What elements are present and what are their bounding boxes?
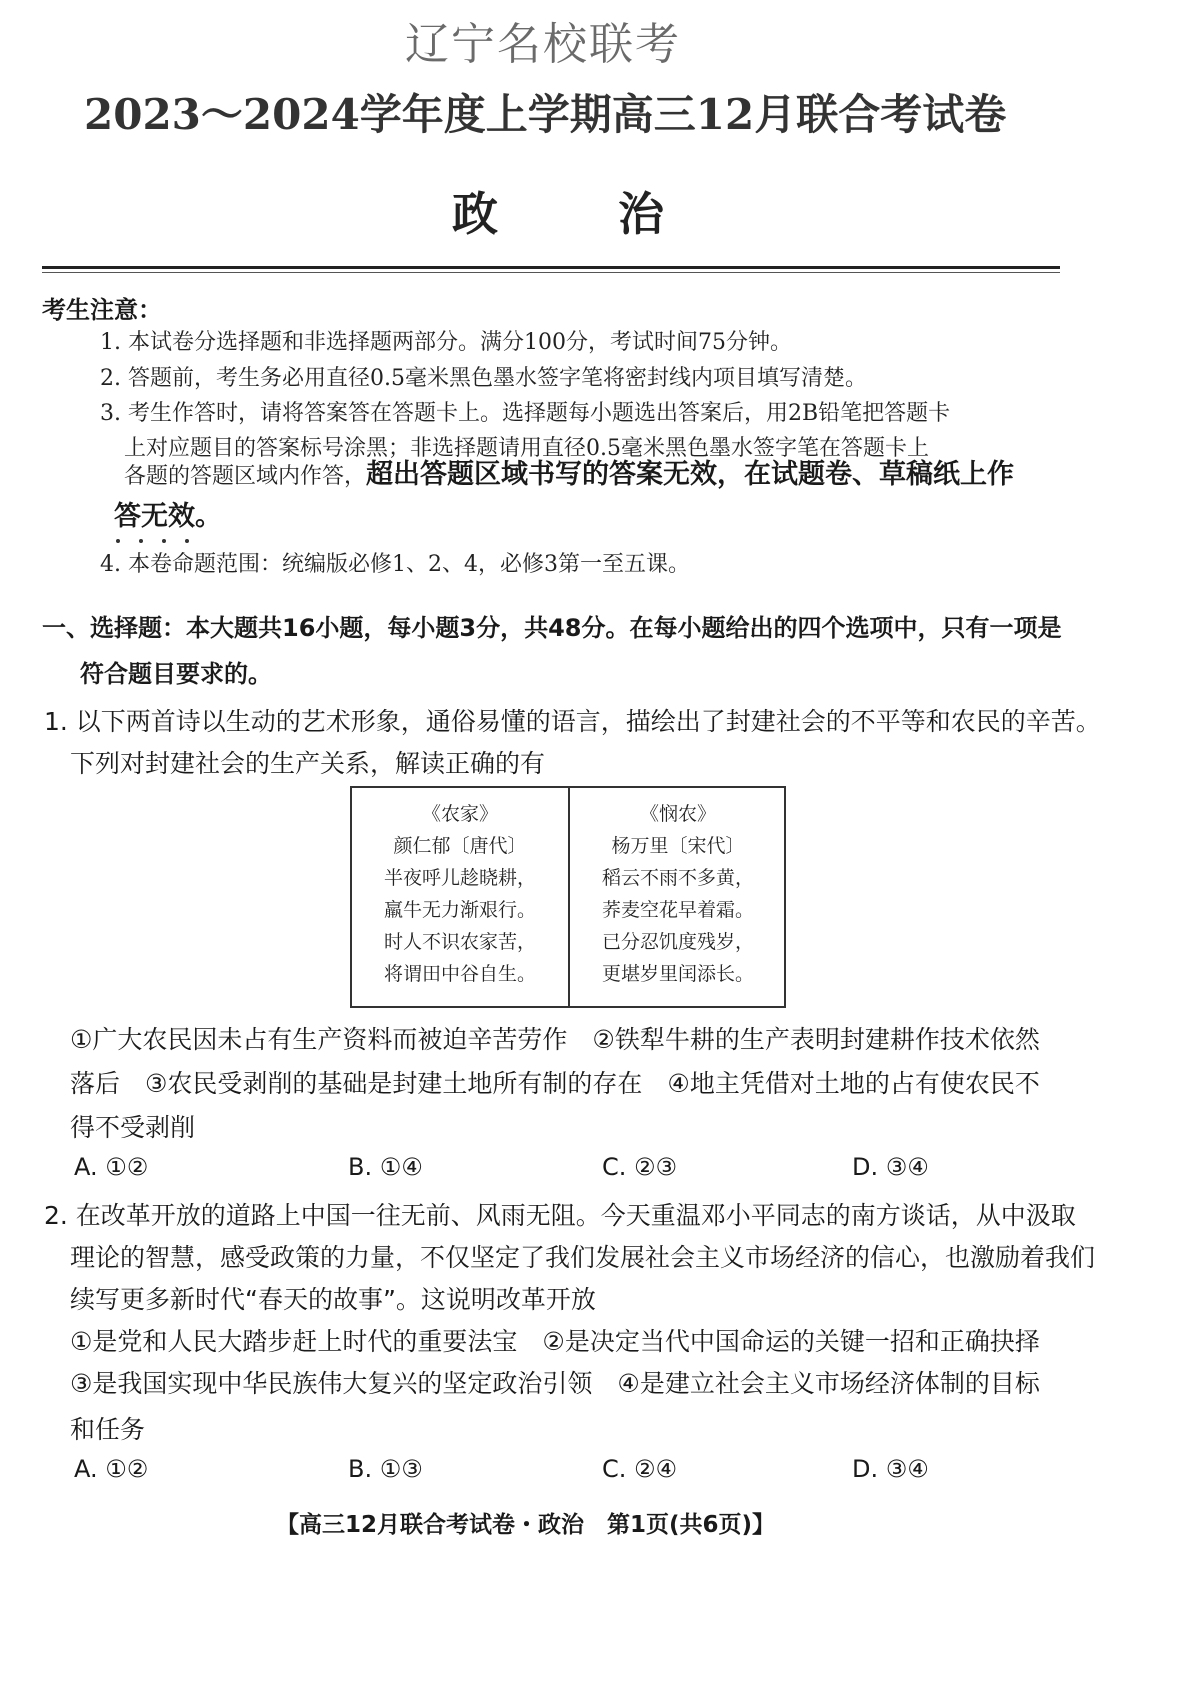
note-3-line2: 上对应题目的答案标号涂黑；非选择题请用直径0.5毫米黑色墨水签字笔在答题卡上: [124, 436, 929, 461]
q1-items-line3: 得不受剥削: [70, 1113, 196, 1142]
q2-option-c: C. ②④: [602, 1455, 678, 1483]
subject-title: 政治: [452, 187, 784, 241]
poem-minnong: [570, 788, 786, 1006]
exam-title: 2023～2024学年度上学期高三12月联合考试卷: [84, 90, 1007, 139]
poem-author: 杨万里〔宋代〕: [611, 835, 745, 857]
poem-line: 稻云不雨不多黄，: [601, 867, 754, 889]
poem-line: 荞麦空花早着霜。: [601, 899, 754, 921]
q1-option-d: D. ③④: [852, 1153, 929, 1181]
poem-table: [350, 786, 786, 1008]
poem-line: 时人不识农家苦，: [383, 931, 536, 953]
q1-stem-line1: 1. 以下两首诗以生动的艺术形象，通俗易懂的语言，描绘出了封建社会的不平等和农民的辛苦。: [44, 707, 1101, 736]
header-rule-thin: [42, 272, 1060, 273]
poem-line: 半夜呼儿趁晓耕，: [383, 867, 536, 889]
poem-line: 更堪岁里闰添长。: [601, 963, 754, 985]
poem-line: 已分忍饥度残岁，: [601, 931, 754, 953]
poem-nongjia: [352, 788, 570, 1006]
q1-option-a: A. ①②: [74, 1153, 149, 1181]
q2-option-d: D. ③④: [852, 1455, 929, 1483]
poem-title: 《农家》: [421, 803, 498, 825]
q2-option-b: B. ①③: [348, 1455, 423, 1483]
section-heading-line1: 一、选择题：本大题共16小题，每小题3分，共48分。在每小题给出的四个选项中，只有一项是: [42, 614, 1062, 642]
note-4: 4. 本卷命题范围：统编版必修1、2、4，必修3第一至五课。: [100, 552, 690, 577]
note-1: 1. 本试卷分选择题和非选择题两部分。满分100分，考试时间75分钟。: [100, 330, 792, 355]
poem-line: 羸牛无力渐艰行。: [383, 899, 536, 921]
note-2: 2. 答题前，考生务必用直径0.5毫米黑色墨水签字笔将密封线内项目填写清楚。: [100, 366, 867, 391]
section-heading-line2: 符合题目要求的。: [80, 660, 272, 688]
note-3-line3-emphasis: 超出答题区域书写的答案无效，在试题卷、草稿纸上作: [366, 459, 1015, 490]
note-3-line1: 3. 考生作答时，请将答案答在答题卡上。选择题每小题选出答案后，用2B铅笔把答题卡: [100, 401, 951, 426]
note-3-line4: 答无效。: [114, 501, 222, 532]
q2-items-line2: ③是我国实现中华民族伟大复兴的坚定政治引领 ④是建立社会主义市场经济体制的目标: [70, 1369, 1040, 1398]
q2-items-line3: 和任务: [70, 1415, 146, 1444]
notes-title: 考生注意：: [42, 296, 162, 324]
q1-items-line2: 落后 ③农民受剥削的基础是封建土地所有制的存在 ④地主凭借对土地的占有使农民不: [70, 1069, 1040, 1098]
note-3-line3-plain: 各题的答题区域内作答，: [124, 464, 367, 489]
exam-org-title: 辽宁名校联考: [405, 19, 681, 70]
q1-option-b: B. ①④: [348, 1153, 423, 1181]
q1-option-c: C. ②③: [602, 1153, 678, 1181]
q2-stem-line3: 续写更多新时代“春天的故事”。这说明改革开放: [70, 1285, 596, 1314]
emphasis-dots: [116, 528, 208, 547]
poem-title: 《悯农》: [639, 803, 716, 825]
page-footer: 【高三12月联合考试卷・政治 第1页(共6页)】: [276, 1512, 776, 1538]
q2-stem-line2: 理论的智慧，感受政策的力量，不仅坚定了我们发展社会主义市场经济的信心，也激励着我们: [70, 1243, 1096, 1272]
q1-stem-line2: 下列对封建社会的生产关系，解读正确的有: [70, 749, 546, 778]
q2-stem-line1: 2. 在改革开放的道路上中国一往无前、风雨无阻。今天重温邓小平同志的南方谈话，从中汲取: [44, 1201, 1076, 1230]
poem-author: 颜仁郁〔唐代〕: [393, 835, 527, 857]
q2-items-line1: ①是党和人民大踏步赶上时代的重要法宝 ②是决定当代中国命运的关键一招和正确抉择: [70, 1327, 1040, 1356]
note-3-line3: [124, 452, 1014, 491]
poem-line: 将谓田中谷自生。: [383, 963, 536, 985]
q2-option-a: A. ①②: [74, 1455, 149, 1483]
q1-items-line1: ①广大农民因未占有生产资料而被迫辛苦劳作 ②铁犁牛耕的生产表明封建耕作技术依然: [70, 1025, 1040, 1054]
header-rule-thick: [42, 266, 1060, 269]
